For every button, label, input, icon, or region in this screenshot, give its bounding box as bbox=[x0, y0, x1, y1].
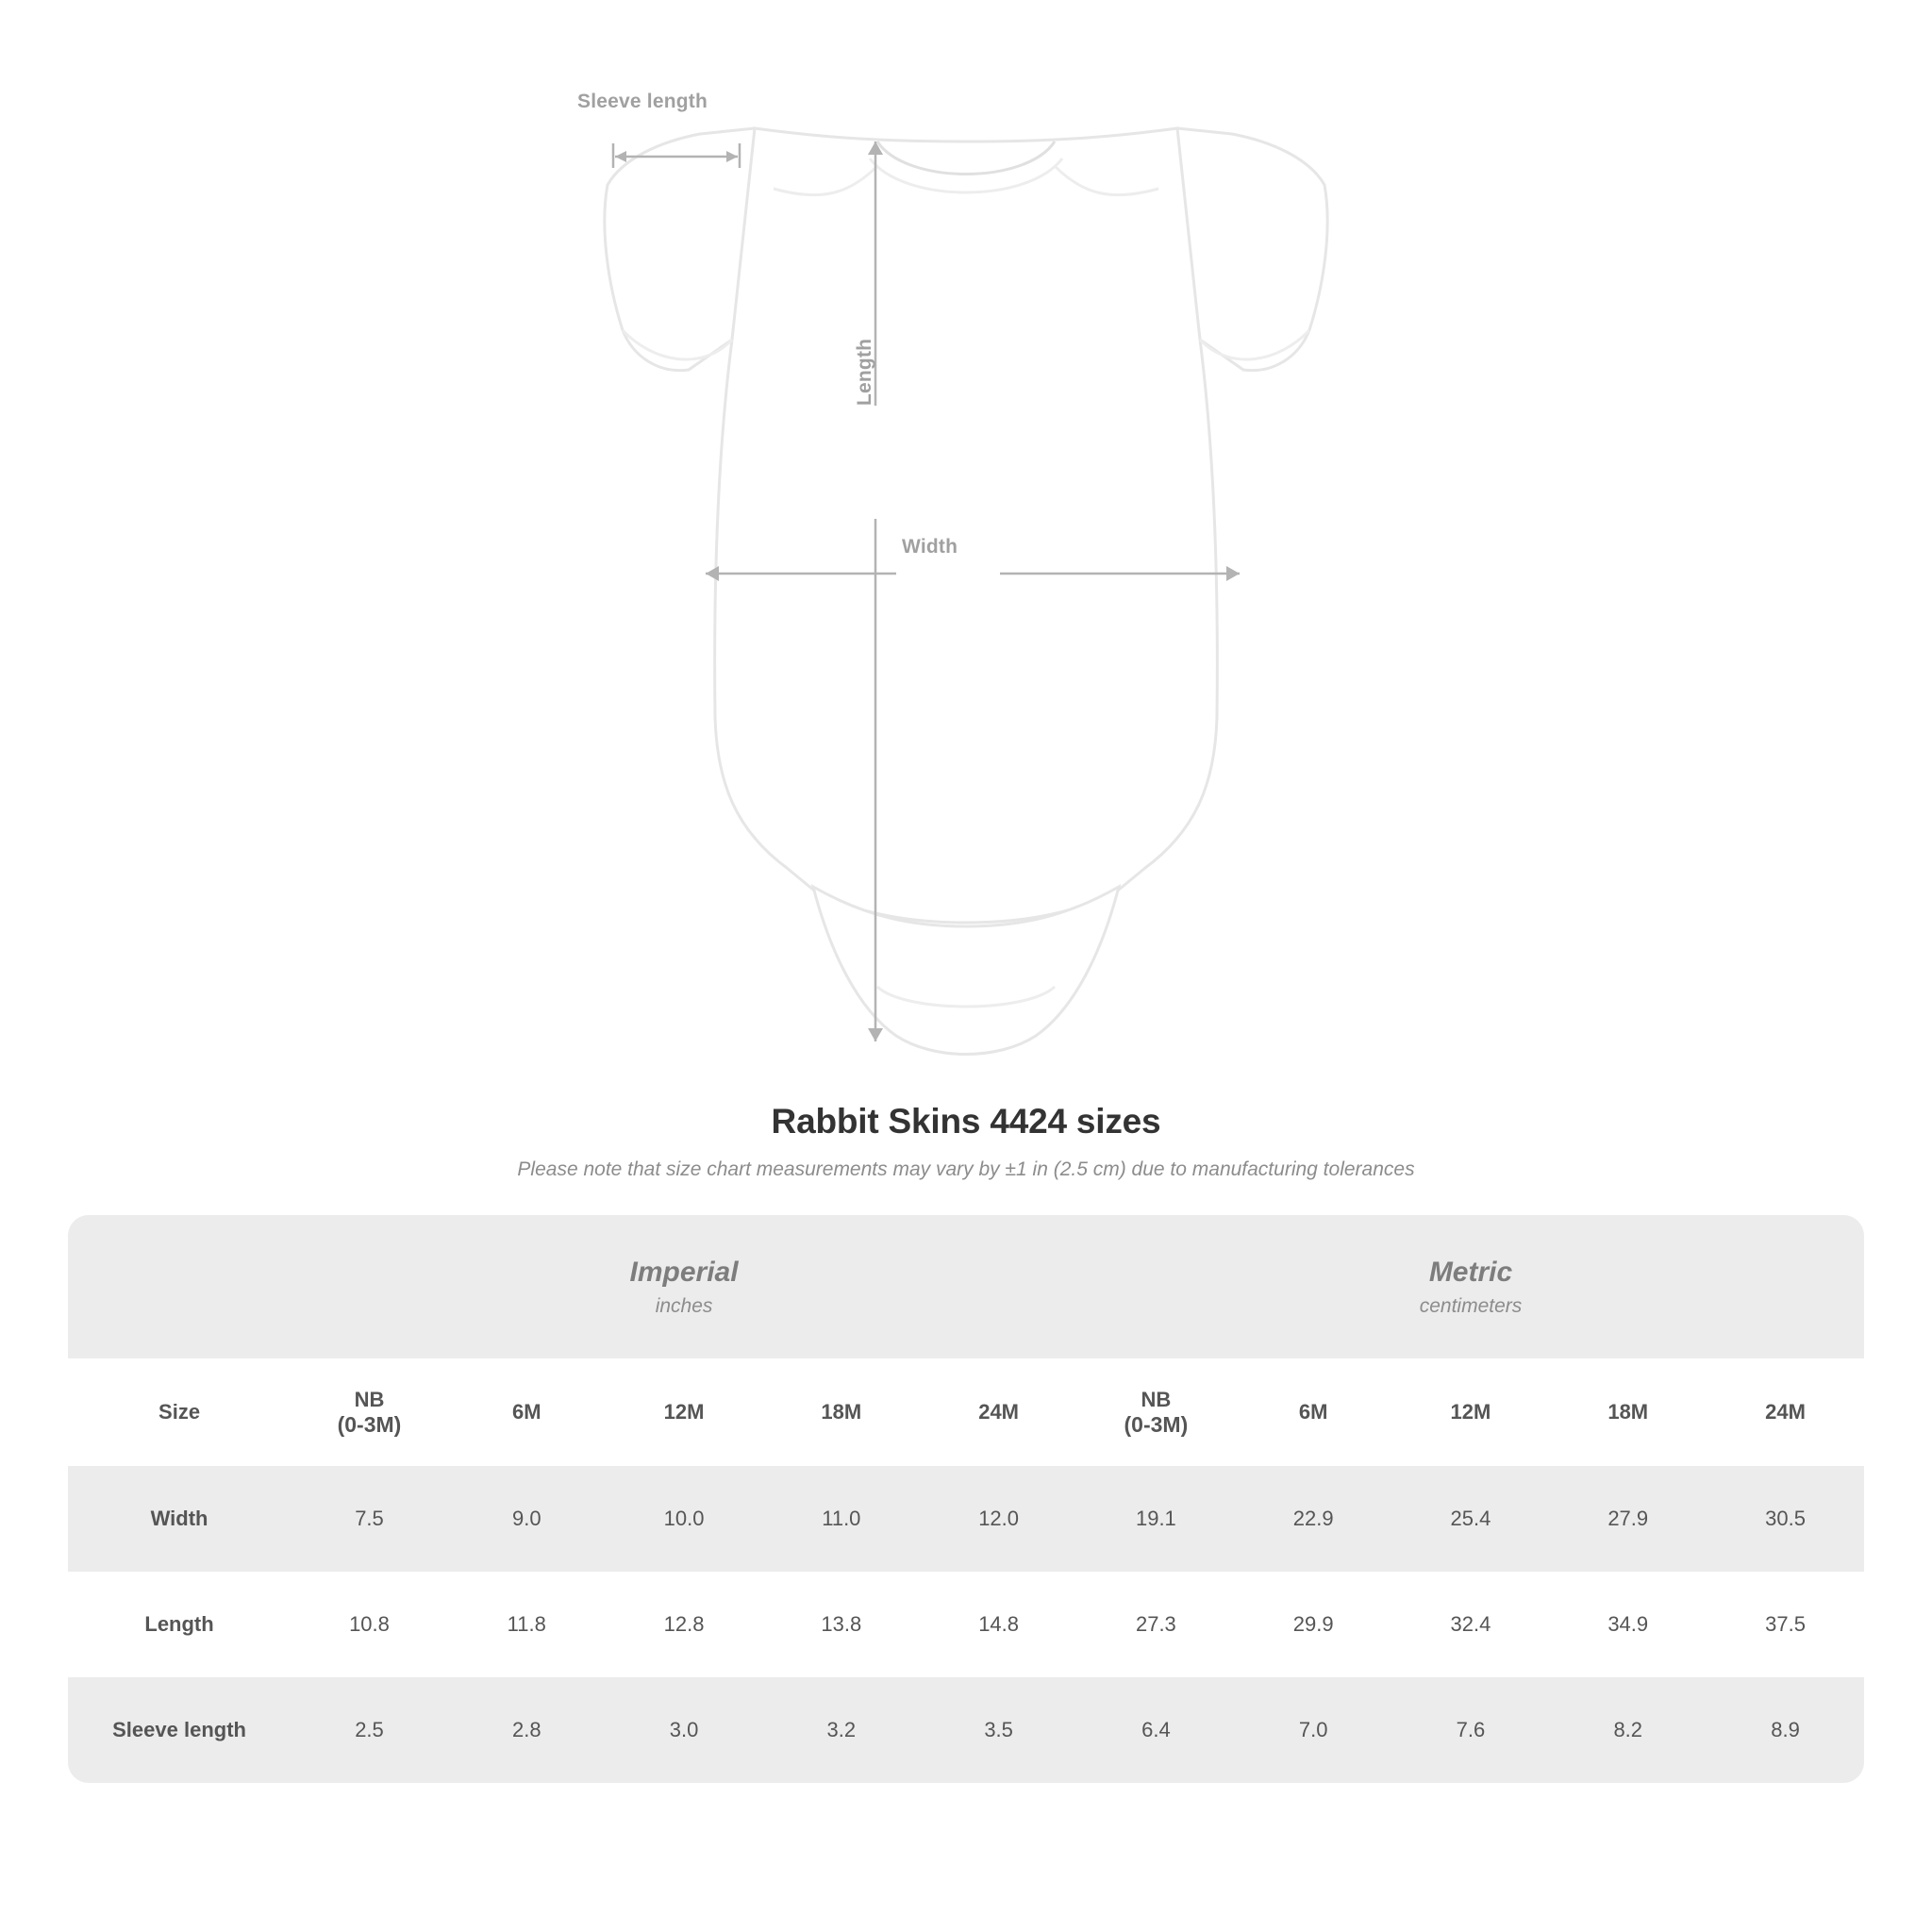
unit-group-imperial-name: Imperial bbox=[629, 1256, 739, 1288]
cell-length-7: 32.4 bbox=[1392, 1572, 1550, 1677]
cell-sleeve-7: 7.6 bbox=[1392, 1677, 1550, 1783]
cell-width-0: 7.5 bbox=[291, 1466, 448, 1572]
width-dimension-label: Width bbox=[902, 536, 958, 558]
header-col-6-main: 6M bbox=[1298, 1400, 1328, 1424]
title-block bbox=[0, 1102, 1932, 1181]
cell-length-5: 27.3 bbox=[1077, 1572, 1235, 1677]
header-col-7 bbox=[1392, 1358, 1550, 1466]
table-row bbox=[68, 1572, 1864, 1677]
cell-sleeve-5: 6.4 bbox=[1077, 1677, 1235, 1783]
column-header-row bbox=[68, 1358, 1864, 1466]
header-col-2-main: 12M bbox=[663, 1400, 705, 1424]
header-col-7-main: 12M bbox=[1450, 1400, 1491, 1424]
unit-group-metric bbox=[1077, 1215, 1864, 1358]
header-col-9 bbox=[1707, 1358, 1864, 1466]
unit-group-row bbox=[68, 1215, 1864, 1358]
cell-sleeve-8: 8.2 bbox=[1549, 1677, 1707, 1783]
page-title: Rabbit Skins 4424 sizes bbox=[771, 1102, 1161, 1141]
header-col-8 bbox=[1549, 1358, 1707, 1466]
header-col-0 bbox=[291, 1358, 448, 1466]
size-table bbox=[68, 1215, 1864, 1783]
row-label-width: Width bbox=[68, 1466, 291, 1572]
cell-width-5: 19.1 bbox=[1077, 1466, 1235, 1572]
tolerance-note: Please note that size chart measurements may vary by ±1 in (2.5 cm) due to manufacturing tolerances bbox=[517, 1158, 1415, 1180]
header-col-5 bbox=[1077, 1358, 1235, 1466]
cell-length-8: 34.9 bbox=[1549, 1572, 1707, 1677]
header-size-label: Size bbox=[68, 1358, 291, 1466]
unit-spacer-cell bbox=[68, 1215, 291, 1358]
header-col-1 bbox=[448, 1358, 606, 1466]
cell-width-3: 11.0 bbox=[762, 1466, 920, 1572]
unit-group-imperial-sub: inches bbox=[655, 1294, 713, 1317]
unit-group-metric-name: Metric bbox=[1428, 1256, 1513, 1288]
cell-sleeve-2: 3.0 bbox=[606, 1677, 763, 1783]
row-label-sleeve-length: Sleeve length bbox=[68, 1677, 291, 1783]
unit-group-imperial bbox=[291, 1215, 1077, 1358]
cell-width-7: 25.4 bbox=[1392, 1466, 1550, 1572]
header-col-6 bbox=[1235, 1358, 1392, 1466]
cell-sleeve-6: 7.0 bbox=[1235, 1677, 1392, 1783]
cell-width-8: 27.9 bbox=[1549, 1466, 1707, 1572]
header-col-4-main: 24M bbox=[978, 1400, 1019, 1424]
cell-sleeve-3: 3.2 bbox=[762, 1677, 920, 1783]
header-col-3-main: 18M bbox=[821, 1400, 862, 1424]
cell-length-2: 12.8 bbox=[606, 1572, 763, 1677]
cell-length-0: 10.8 bbox=[291, 1572, 448, 1677]
row-label-length: Length bbox=[68, 1572, 291, 1677]
header-col-4 bbox=[920, 1358, 1077, 1466]
cell-length-6: 29.9 bbox=[1235, 1572, 1392, 1677]
header-col-5-main: NB bbox=[1141, 1387, 1172, 1411]
header-col-2 bbox=[606, 1358, 763, 1466]
cell-length-1: 11.8 bbox=[448, 1572, 606, 1677]
cell-width-1: 9.0 bbox=[448, 1466, 606, 1572]
header-col-0-main: NB bbox=[354, 1387, 385, 1411]
header-col-5-sub: (0-3M) bbox=[1124, 1411, 1189, 1437]
table-row bbox=[68, 1466, 1864, 1572]
cell-sleeve-1: 2.8 bbox=[448, 1677, 606, 1783]
table-row bbox=[68, 1677, 1864, 1783]
cell-length-9: 37.5 bbox=[1707, 1572, 1864, 1677]
cell-width-2: 10.0 bbox=[606, 1466, 763, 1572]
cell-width-4: 12.0 bbox=[920, 1466, 1077, 1572]
size-table-container bbox=[68, 1215, 1864, 1783]
header-col-0-sub: (0-3M) bbox=[337, 1411, 402, 1437]
header-col-9-main: 24M bbox=[1765, 1400, 1806, 1424]
cell-width-6: 22.9 bbox=[1235, 1466, 1392, 1572]
length-dimension-label: Length bbox=[854, 338, 875, 406]
cell-sleeve-0: 2.5 bbox=[291, 1677, 448, 1783]
header-col-8-main: 18M bbox=[1607, 1400, 1649, 1424]
cell-length-4: 14.8 bbox=[920, 1572, 1077, 1677]
cell-width-9: 30.5 bbox=[1707, 1466, 1864, 1572]
header-col-1-main: 6M bbox=[511, 1400, 541, 1424]
cell-sleeve-9: 8.9 bbox=[1707, 1677, 1864, 1783]
header-col-3 bbox=[762, 1358, 920, 1466]
cell-length-3: 13.8 bbox=[762, 1572, 920, 1677]
unit-group-metric-sub: centimeters bbox=[1419, 1294, 1523, 1317]
cell-sleeve-4: 3.5 bbox=[920, 1677, 1077, 1783]
sleeve-length-dimension-label: Sleeve length bbox=[577, 91, 708, 112]
